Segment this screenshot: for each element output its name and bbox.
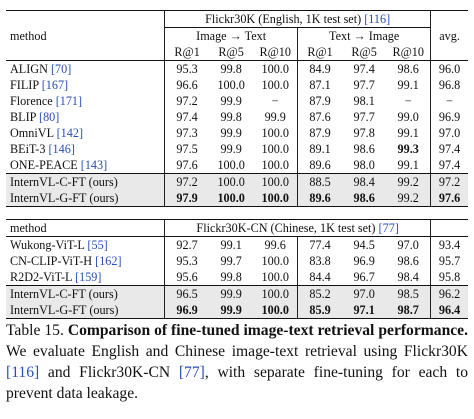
score-value: 96.6 [176, 78, 198, 92]
score-value: 100.0 [261, 270, 289, 284]
caption-ref-flickr30k-cn[interactable]: [77] [178, 364, 205, 381]
score-value: 100.0 [217, 175, 245, 189]
score-cell [253, 286, 297, 303]
score-cell [253, 302, 297, 319]
method-label: FILIP [10, 78, 39, 92]
score-cell [165, 286, 209, 303]
score-cell [342, 77, 386, 93]
score-value: 88.5 [309, 175, 331, 189]
score-value: 98.6 [353, 142, 375, 156]
score-cell [342, 61, 386, 78]
score-cell [386, 190, 430, 207]
method-citation[interactable]: [142] [56, 126, 84, 140]
score-value: 97.1 [353, 303, 375, 317]
score-value: 77.4 [309, 238, 331, 252]
score-cell [165, 61, 209, 78]
score-value: 97.2 [438, 175, 461, 189]
score-value: 96.0 [438, 62, 461, 76]
method-name [6, 174, 165, 191]
score-cell [253, 109, 297, 125]
table-row [6, 125, 468, 141]
score-value: 97.3 [176, 126, 198, 140]
score-cell [386, 141, 430, 157]
method-citation[interactable]: [143] [80, 158, 108, 172]
table-row [6, 109, 468, 125]
method-citation[interactable]: [159] [75, 270, 102, 284]
score-value: 96.9 [438, 110, 461, 124]
score-cell [342, 253, 386, 269]
method-name [6, 93, 165, 109]
score-value: 97.4 [438, 158, 461, 172]
score-cell [209, 157, 253, 174]
score-value: 99.9 [220, 303, 242, 317]
caption-text-before: We evaluate English and Chinese image-text retrieval using Flickr30K [6, 343, 468, 360]
method-citation[interactable]: [162] [95, 254, 122, 268]
method-name [6, 286, 165, 303]
score-value: 87.1 [309, 78, 331, 92]
metric-header: R@5 [351, 45, 377, 59]
score-value: 87.6 [309, 110, 331, 124]
method-name [6, 77, 165, 93]
score-value: 99.2 [397, 175, 419, 189]
score-value: 97.4 [438, 142, 461, 156]
score-cell [253, 237, 297, 254]
score-cell [209, 61, 253, 78]
score-value: 100.0 [261, 303, 289, 317]
score-value: 97.0 [438, 126, 461, 140]
method-name [6, 157, 165, 174]
score-value: 89.1 [309, 142, 331, 156]
score-cell [298, 61, 342, 78]
score-cell [253, 157, 297, 174]
header-method: method [10, 28, 47, 43]
score-value: 99.1 [397, 158, 419, 172]
score-value: 98.6 [397, 254, 419, 268]
score-value: 87.9 [309, 126, 331, 140]
score-value: 99.9 [220, 94, 242, 108]
method-label: R2D2-ViT-L [10, 270, 73, 284]
score-value: 89.6 [309, 191, 331, 205]
score-cell [209, 286, 253, 303]
score-cell [386, 286, 430, 303]
method-label: OmniVL [10, 126, 54, 140]
score-cell [165, 269, 209, 286]
score-value: 94.5 [353, 238, 375, 252]
method-label: InternVL-G-FT (ours) [10, 303, 119, 317]
score-value: 99.9 [220, 142, 242, 156]
score-cell [386, 174, 430, 191]
score-cell [342, 109, 386, 125]
score-value: 96.2 [438, 287, 461, 301]
score-value: 100.0 [261, 191, 289, 205]
score-value: 99.2 [397, 191, 419, 205]
method-label: InternVL-G-FT (ours) [10, 191, 119, 205]
score-value: 100.0 [261, 78, 289, 92]
method-label: InternVL-C-FT (ours) [10, 287, 118, 301]
method-name [6, 125, 165, 141]
score-value: 100.0 [261, 158, 289, 172]
table-row [6, 93, 468, 109]
table-row [6, 77, 468, 93]
method-citation[interactable]: [80] [39, 110, 60, 124]
score-cell [253, 141, 297, 157]
method-label: BEiT-3 [10, 142, 46, 156]
score-cell [386, 125, 430, 141]
score-cell [342, 157, 386, 174]
method-citation[interactable]: [146] [48, 142, 75, 156]
score-cell [165, 109, 209, 125]
score-cell [253, 77, 297, 93]
score-value: 98.4 [397, 270, 419, 284]
score-value: 98.6 [397, 62, 419, 76]
score-value: 92.7 [176, 238, 198, 252]
method-citation[interactable]: [167] [41, 78, 69, 92]
score-cell [209, 269, 253, 286]
score-value: 96.8 [438, 78, 461, 92]
score-cell [431, 109, 468, 125]
score-cell [209, 190, 253, 207]
score-cell [209, 237, 253, 254]
score-value: 98.4 [353, 175, 375, 189]
score-value: 98.7 [397, 303, 419, 317]
score-value: 100.0 [217, 158, 245, 172]
score-value: 99.8 [220, 270, 242, 284]
score-value: 97.5 [176, 142, 198, 156]
score-value: − [404, 94, 412, 108]
score-cell [209, 302, 253, 319]
metric-header: R@1 [165, 44, 209, 61]
score-cell [209, 109, 253, 125]
score-cell [431, 253, 468, 269]
score-value: 99.0 [397, 110, 419, 124]
score-cell [342, 237, 386, 254]
score-value: 97.9 [176, 191, 198, 205]
score-cell [386, 269, 430, 286]
score-value: 98.1 [353, 94, 375, 108]
score-cell [386, 253, 430, 269]
score-cell [342, 286, 386, 303]
method-name [6, 302, 165, 319]
method-name [6, 109, 165, 125]
score-cell [431, 190, 468, 207]
score-cell [165, 77, 209, 93]
score-value: 100.0 [261, 142, 289, 156]
score-cell [165, 141, 209, 157]
score-value: 84.9 [309, 62, 331, 76]
method-label: ONE-PEACE [10, 158, 78, 172]
score-cell [165, 93, 209, 109]
score-value: 97.4 [353, 62, 375, 76]
method-citation[interactable]: [171] [55, 94, 83, 108]
score-cell [298, 125, 342, 141]
score-value: 97.6 [176, 158, 198, 172]
score-cell [431, 61, 468, 78]
metric-header: R@10 [259, 45, 291, 59]
score-cell [253, 125, 297, 141]
score-cell [165, 174, 209, 191]
score-cell [209, 253, 253, 269]
score-cell [342, 93, 386, 109]
score-cell [298, 237, 342, 254]
score-value: 95.8 [438, 270, 461, 284]
table-row [6, 157, 468, 174]
score-value: 100.0 [217, 191, 245, 205]
method-name [6, 253, 165, 269]
metric-header: R@5 [218, 45, 244, 59]
score-cell [431, 286, 468, 303]
score-cell [209, 93, 253, 109]
method-label: BLIP [10, 110, 36, 124]
score-value: 99.9 [264, 110, 286, 124]
flickr30k-cn-table [6, 219, 468, 319]
score-cell [298, 174, 342, 191]
score-value: 100.0 [261, 287, 289, 301]
score-value: − [271, 94, 279, 108]
caption-label: Table 15. [6, 322, 64, 339]
caption-title: Comparison of fine-tuned image-text retrieval performance. [67, 322, 468, 339]
header-avg-blank [431, 220, 468, 237]
score-value: 100.0 [261, 175, 289, 189]
score-value: 96.9 [176, 303, 198, 317]
metric-header: R@10 [392, 45, 424, 59]
score-cell [298, 286, 342, 303]
table-row [6, 61, 468, 78]
score-value: 99.8 [220, 110, 242, 124]
score-value: 96.4 [438, 303, 461, 317]
method-label: ALIGN [10, 62, 48, 76]
score-cell [298, 141, 342, 157]
score-cell [165, 237, 209, 254]
method-name [6, 237, 165, 254]
score-value: 96.5 [176, 287, 198, 301]
score-cell [298, 190, 342, 207]
score-value: 96.9 [353, 254, 375, 268]
header-avg-blank [431, 11, 468, 28]
score-value: 87.9 [309, 94, 331, 108]
score-value: 97.2 [176, 94, 198, 108]
header-method-blank [6, 11, 165, 28]
score-value: 100.0 [217, 78, 245, 92]
score-value: 95.7 [438, 254, 461, 268]
score-cell [165, 253, 209, 269]
score-cell [431, 125, 468, 141]
dataset-name: Flickr30K (English, 1K test set) [205, 12, 362, 26]
score-cell [165, 302, 209, 319]
flickr30k-en-table [6, 10, 468, 207]
score-value: 95.6 [176, 270, 198, 284]
score-cell [386, 77, 430, 93]
score-cell [431, 237, 468, 254]
score-cell [386, 157, 430, 174]
score-value: 96.7 [353, 270, 375, 284]
table-row [6, 174, 468, 191]
method-name [6, 190, 165, 207]
method-citation[interactable]: [70] [50, 62, 72, 76]
score-cell [209, 141, 253, 157]
score-value: 99.8 [220, 62, 242, 76]
dataset-ref: [77] [378, 221, 399, 235]
score-value: 95.3 [176, 254, 198, 268]
score-value: 97.6 [438, 191, 461, 205]
header-dataset [165, 11, 431, 28]
score-value: 97.8 [353, 126, 375, 140]
method-citation[interactable]: [55] [87, 238, 108, 252]
score-value: 97.4 [176, 110, 198, 124]
score-cell [253, 174, 297, 191]
score-value: 84.4 [309, 270, 331, 284]
score-value: 97.7 [353, 78, 375, 92]
score-value: 99.1 [397, 78, 419, 92]
score-cell [342, 141, 386, 157]
score-cell [431, 302, 468, 319]
table-row [6, 253, 468, 269]
method-name [6, 61, 165, 78]
score-cell [165, 190, 209, 207]
table-caption [6, 320, 468, 404]
caption-ref-flickr30k[interactable]: [116] [6, 364, 40, 381]
caption-text-after: , with separate fine-tuning for each to prevent data leakage. [6, 364, 468, 402]
score-cell [298, 77, 342, 93]
score-cell [298, 302, 342, 319]
score-cell [253, 61, 297, 78]
dataset-ref: [116] [364, 12, 391, 26]
score-cell [298, 109, 342, 125]
metric-header-avg-blank [431, 44, 468, 61]
score-cell [386, 237, 430, 254]
score-value: 99.6 [264, 238, 286, 252]
score-value: 99.7 [220, 254, 242, 268]
score-cell [253, 93, 297, 109]
score-value: 85.2 [309, 287, 331, 301]
score-cell [298, 157, 342, 174]
table-row [6, 269, 468, 286]
score-value: 89.6 [309, 158, 331, 172]
score-cell [386, 93, 430, 109]
score-cell [209, 77, 253, 93]
score-value: 100.0 [261, 126, 289, 140]
score-value: 98.0 [353, 158, 375, 172]
score-cell [431, 77, 468, 93]
score-value: 97.2 [176, 175, 198, 189]
score-value: 95.3 [176, 62, 198, 76]
score-cell [165, 125, 209, 141]
header-text-to-image: Text → Image [298, 28, 431, 45]
score-value: 97.7 [353, 110, 375, 124]
score-cell [342, 125, 386, 141]
dataset-name: Flickr30K-CN (Chinese, 1K test set) [196, 221, 376, 235]
score-value: 99.1 [397, 126, 419, 140]
score-cell [386, 109, 430, 125]
table-row [6, 302, 468, 319]
score-cell [431, 157, 468, 174]
score-cell [342, 269, 386, 286]
score-cell [298, 253, 342, 269]
score-value: 99.9 [220, 126, 242, 140]
score-cell [253, 190, 297, 207]
score-value: 93.4 [438, 238, 461, 252]
table-row [6, 190, 468, 207]
header-method: method [6, 220, 165, 237]
method-label: Florence [10, 94, 53, 108]
score-cell [386, 302, 430, 319]
score-cell [431, 174, 468, 191]
header-dataset [165, 220, 431, 237]
score-cell [386, 61, 430, 78]
score-cell [342, 190, 386, 207]
score-cell [342, 302, 386, 319]
score-value: 83.8 [309, 254, 331, 268]
method-label: InternVL-C-FT (ours) [10, 175, 118, 189]
table-row [6, 141, 468, 157]
score-cell [431, 93, 468, 109]
method-name [6, 269, 165, 286]
score-cell [209, 174, 253, 191]
table-row [6, 237, 468, 254]
score-cell [431, 141, 468, 157]
score-cell [253, 269, 297, 286]
method-label: CN-CLIP-ViT-H [10, 254, 93, 268]
header-image-to-text: Image → Text [165, 28, 298, 45]
score-value: 97.0 [397, 238, 419, 252]
score-value: 97.0 [353, 287, 375, 301]
score-value: 99.3 [397, 142, 419, 156]
score-cell [165, 157, 209, 174]
score-value: 99.9 [220, 287, 242, 301]
score-value: 100.0 [261, 254, 289, 268]
method-name [6, 141, 165, 157]
score-cell [298, 93, 342, 109]
score-value: − [446, 94, 453, 108]
header-avg: avg. [431, 28, 468, 45]
score-value: 99.1 [220, 238, 242, 252]
method-label: Wukong-ViT-L [10, 238, 85, 252]
score-value: 98.5 [397, 287, 419, 301]
score-cell [298, 269, 342, 286]
table-row [6, 286, 468, 303]
score-cell [431, 269, 468, 286]
score-cell [253, 253, 297, 269]
score-value: 85.9 [309, 303, 331, 317]
caption-text-mid: and Flickr30K-CN [47, 364, 171, 381]
score-value: 100.0 [261, 62, 289, 76]
score-cell [342, 174, 386, 191]
score-cell [209, 125, 253, 141]
score-value: 98.6 [353, 191, 375, 205]
metric-header: R@1 [298, 44, 342, 61]
